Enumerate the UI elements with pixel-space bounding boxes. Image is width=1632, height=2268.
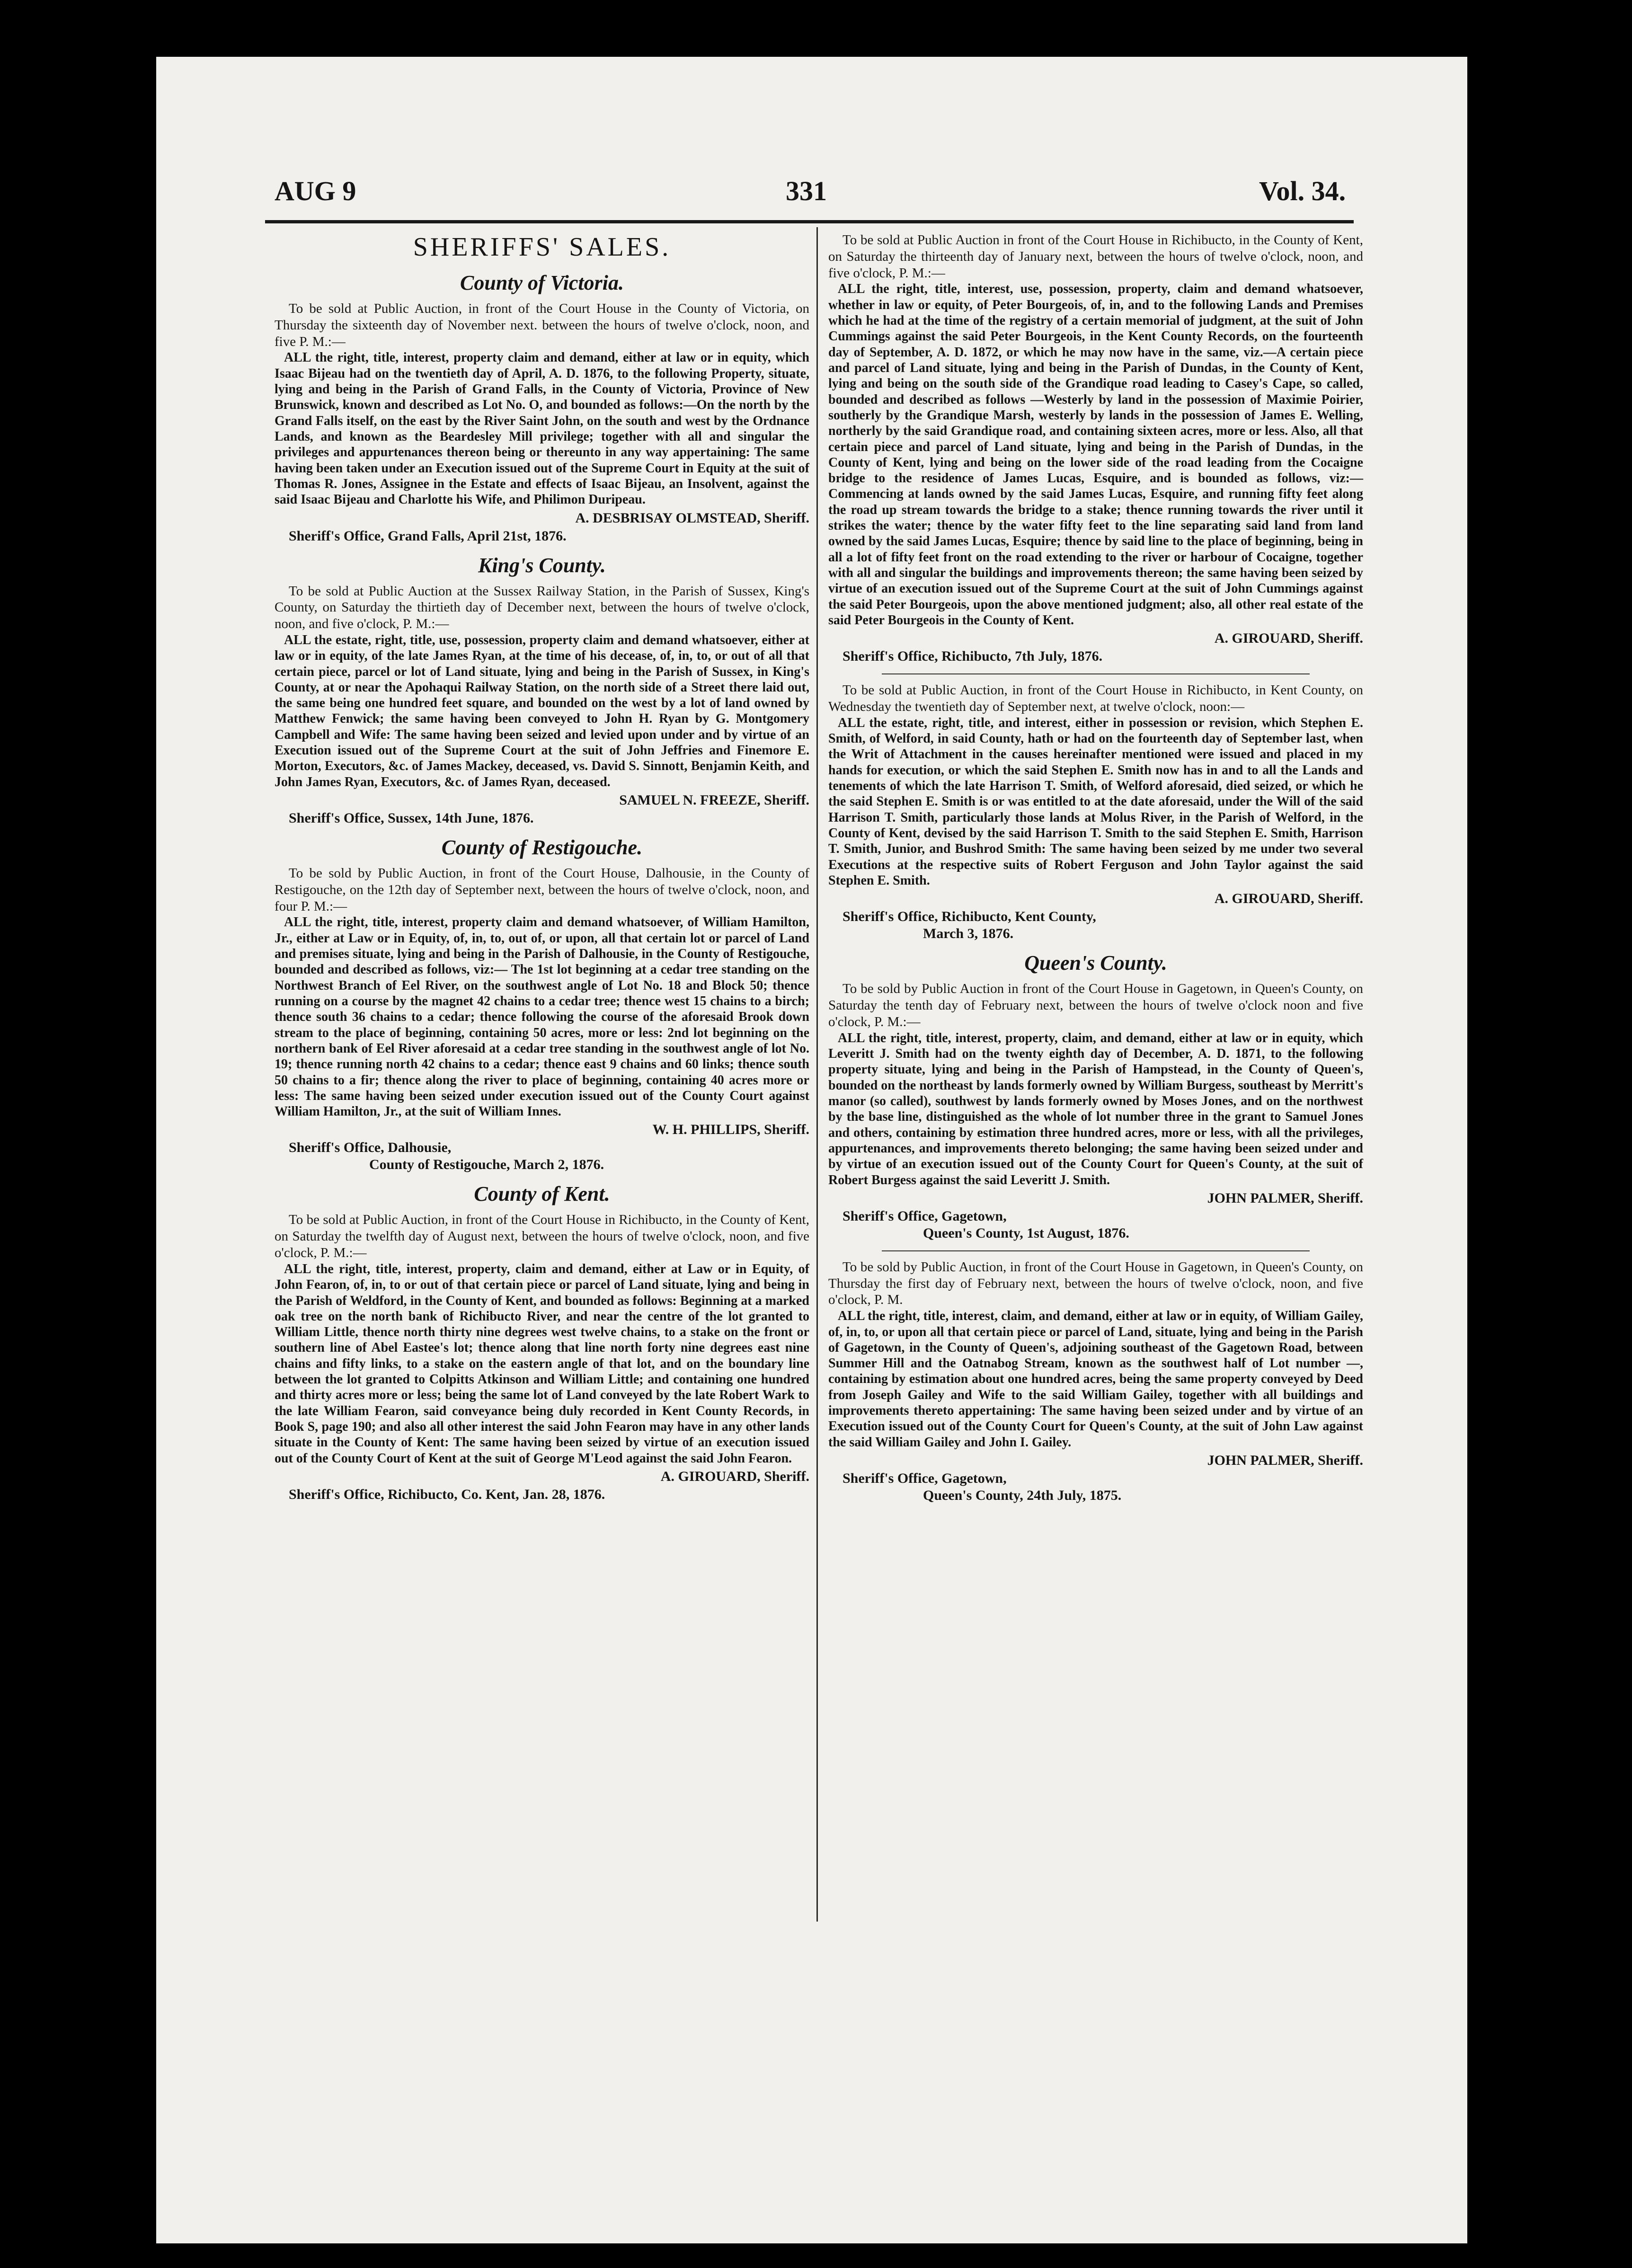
notice-intro: To be sold by Public Auction in front of the Court House in Gagetown, in Queen's County, on Saturday the tenth day of February next, between the hours of twelve o'clock noon and five o'clock, P. M.:— bbox=[828, 981, 1363, 1029]
main-title: SHERIFFS' SALES. bbox=[413, 232, 671, 262]
office-line-continued: Queen's County, 1st August, 1876. bbox=[923, 1225, 1129, 1241]
notice-body: ALL the estate, right, title, use, possession, property claim and demand whatsoever, either at law or in equity, of the late James Ryan, at the time of his decease, of, in, to, or out of all that certain piece, parcel or lot of Land situate, lying and being in the Parish of Sussex, in King's County, at or near the Apohaqui Railway Station, on the north side of a Street there laid out, the same being one hundred feet square, and bounded on the west by a lot of land owned by Matthew Fenwick; the same having been conveyed to John H. Ryan by G. Montgomery Campbell and Wife: The same having been seized and levied upon under and by virtue of an Execution issued out of the Supreme Court at the suit of John Jeffries and Finemore E. Morton, Executors, &c. of James Mackey, deceased, vs. David S. Sinnott, Benjamin Keith, and John James Ryan, Executors, &c. of James Ryan, deceased. bbox=[275, 632, 809, 789]
sheriff-signature: JOHN PALMER, Sheriff. bbox=[1207, 1190, 1363, 1206]
section-heading: County of Victoria. bbox=[460, 271, 624, 294]
sheriff-signature: SAMUEL N. FREEZE, Sheriff. bbox=[619, 792, 809, 808]
office-line: Sheriff's Office, Sussex, 14th June, 1876. bbox=[289, 810, 534, 826]
office-line: Sheriff's Office, Gagetown, bbox=[843, 1471, 1007, 1487]
notice-divider bbox=[882, 673, 1310, 674]
sale-notice bbox=[828, 951, 1363, 1242]
office-line-continued: County of Restigouche, March 2, 1876. bbox=[369, 1157, 604, 1173]
notice-intro: To be sold at Public Auction at the Sussex Railway Station, in the Parish of Sussex, King's County, on Saturday the thirtieth day of December next, between the hours of twelve o'clock, noon, and five o'clock, P. M.:— bbox=[275, 583, 809, 632]
notice-body: ALL the right, title, interest, property, claim and demand, either at Law or in Equity, of John Fearon, of, in, to or out of that certain piece or parcel of Land situate, lying and being in the Parish of Weldford, in the County of Kent, and bounded as follows: Beginning at a marked oak tree on the north bank of Richibucto River, and near the centre of the lot granted to William Little, thence north thirty nine degrees west twelve chains, to a stake on the front or southern line of Abel Eastee's lot; thence along that line north forty nine degrees east nine chains and fifty links, to a stake on the eastern angle of that lot, and on the boundary line between the lot granted to Colpitts Atkinson and William Little; and containing one hundred and thirty acres more or less; being the same lot of Land conveyed by the late Robert Wark to the late William Fearon, said conveyance being duly recorded in Kent County Records, in Book S, page 190; and also all other interest the said John Fearon may have in any other lands situate in the County of Kent: The same having been seized by virtue of an execution issued out of the County Court of Kent at the suit of George M'Leod against the said John Fearon. bbox=[275, 1261, 809, 1466]
section-heading: King's County. bbox=[478, 553, 606, 577]
volume-number: Vol. 34. bbox=[1259, 176, 1346, 206]
notice-body: ALL the estate, right, title, and interest, either in possession or revision, which Stephen E. Smith, of Welford, in said County, hath or had on the fourteenth day of September last, when the Writ of Attachment in the causes hereinafter mentioned were issued and placed in my hands for execution, or which the said Stephen E. Smith now has in and to all the Lands and tenements of which the late Harrison T. Smith, of Welford aforesaid, died seized, or which he the said Stephen E. Smith is or was entitled to at the date aforesaid, under the Will of the said Harrison T. Smith, particularly those lands at Molus River, in the Parish of Welford, in the County of Kent, devised by the said Harrison T. Smith to the said Stephen E. Smith, Harrison T. Smith, Junior, and Bushrod Smith: The same having been seized by me under two several Executions at the respective suits of Robert Ferguson and John Taylor against the said Stephen E. Smith. bbox=[828, 715, 1363, 888]
sheriff-signature: W. H. PHILLIPS, Sheriff. bbox=[652, 1122, 809, 1138]
sale-notice bbox=[275, 835, 809, 1173]
notice-intro: To be sold at Public Auction, in front of the Court House in Richibucto, in the County of Kent, on Saturday the twelfth day of August next, between the hours of twelve o'clock, noon, and five o'clock, P. M.:— bbox=[275, 1212, 809, 1261]
sale-notice bbox=[275, 1182, 809, 1503]
issue-date: AUG 9 bbox=[275, 176, 356, 206]
right-column bbox=[828, 232, 1363, 1511]
column-rule bbox=[816, 227, 818, 1922]
newspaper-page bbox=[156, 57, 1467, 2243]
sheriff-signature: A. DESBRISAY OLMSTEAD, Sheriff. bbox=[575, 510, 809, 526]
office-line: Sheriff's Office, Grand Falls, April 21st, 1876. bbox=[289, 528, 567, 544]
notice-body: ALL the right, title, interest, property, claim, and demand, either at law or in equity, which Leveritt J. Smith had on the twenty eighth day of December, A. D. 1871, to the following property situate, lying and being in the Parish of Hampstead, in the County of Queen's, bounded on the northeast by lands formerly owned by William Burgess, southeast by Merritt's manor (so called), southwest by lands formerly owned by Moses Jones, and on the northwest by the base line, distinguished as the whole of lot number three in the grant to Samuel Jones and others, containing by estimation three hundred acres, more or less, with all the privileges, appurtenances, and improvements thereto belonging; the same having been seized under and by virtue of an execution issued out of the County Court for Queen's County, at the suit of Robert Burgess against the said Leveritt J. Smith. bbox=[828, 1030, 1363, 1187]
sale-notice bbox=[828, 1250, 1363, 1504]
sheriff-signature: A. GIROUARD, Sheriff. bbox=[1214, 891, 1363, 907]
office-line: Sheriff's Office, Richibucto, 7th July, 1876. bbox=[843, 648, 1103, 664]
sale-notice bbox=[828, 673, 1363, 942]
page-header bbox=[275, 175, 1538, 227]
notice-intro: To be sold at Public Auction, in front of the Court House in Richibucto, in Kent County, on Wednesday the twentieth day of September next, at twelve o'clock, noon:— bbox=[828, 682, 1363, 715]
notice-intro: To be sold at Public Auction, in front of the Court House in the County of Victoria, on Thursday the sixteenth day of November next. between the hours of twelve o'clock, noon, and five P. M.:— bbox=[275, 301, 809, 349]
office-line: Sheriff's Office, Gagetown, bbox=[843, 1208, 1007, 1224]
notice-intro: To be sold by Public Auction, in front of the Court House, Dalhousie, in the County of Restigouche, on the 12th day of September next, between the hours of twelve o'clock, noon, and four P. M.:— bbox=[275, 866, 809, 914]
sheriff-signature: JOHN PALMER, Sheriff. bbox=[1207, 1453, 1363, 1469]
office-line: Sheriff's Office, Richibucto, Co. Kent, Jan. 28, 1876. bbox=[289, 1486, 605, 1502]
notice-intro: To be sold at Public Auction in front of the Court House in Richibucto, in the County of Kent, on Saturday the thirteenth day of January next, between the hours of twelve o'clock, noon, and five o'clock, P. M.:— bbox=[828, 232, 1363, 281]
notice-body: ALL the right, title, interest, property claim and demand, either at law or in equity, which Isaac Bijeau had on the twentieth day of April, A. D. 1876, to the following Property, situate, lying and being in the Parish of Grand Falls, in the County of Victoria, Province of New Brunswick, known and described as Lot No. O, and bounded as follows:—On the north by the Grand Falls itself, on the east by the River Saint John, on the south and west by the Ordnance Lands, and known as the Beardesley Mill privilege; together with all and singular the privileges and appurtenances thereon being or thereunto in any way appertaining: The same having been taken under an Execution issued out of the Supreme Court in Equity at the suit of Thomas R. Jones, Assignee in the Estate and effects of Isaac Bijeau, an Insolvent, against the said Isaac Bijeau and Charlotte his Wife, and Philimon Duripeau. bbox=[275, 350, 809, 507]
notice-body: ALL the right, title, interest, claim, and demand, either at law or in equity, of William Gailey, of, in, to, or upon all that certain piece or parcel of Land, situate, lying and being in the Parish of Gagetown, in the County of Queen's, adjoining southeast of the Gagetown Road, between Summer Hill and the Oatnabog Stream, known as the southwest half of Lot number —, containing by estimation about one hundred acres, being the same property conveyed by Deed from Joseph Gailey and Wife to the said William Gailey, together with all buildings and improvements thereto appertaining: The same having been seized under and by virtue of an Execution issued out of the County Court for Queen's County, at the suit of John Law against the said William Gailey and John I. Gailey. bbox=[828, 1309, 1363, 1450]
office-line: Sheriff's Office, Richibucto, Kent County, bbox=[843, 909, 1096, 925]
sheriff-signature: A. GIROUARD, Sheriff. bbox=[660, 1468, 809, 1484]
notice-divider bbox=[882, 1250, 1310, 1251]
office-line-continued: March 3, 1876. bbox=[923, 926, 1014, 942]
office-line-continued: Queen's County, 24th July, 1875. bbox=[923, 1488, 1122, 1504]
section-heading: County of Kent. bbox=[474, 1182, 610, 1206]
sale-notice bbox=[275, 553, 809, 827]
sale-notice bbox=[828, 232, 1363, 665]
header-rule bbox=[265, 220, 1354, 223]
sheriff-signature: A. GIROUARD, Sheriff. bbox=[1214, 630, 1363, 647]
office-line: Sheriff's Office, Dalhousie, bbox=[289, 1140, 452, 1156]
section-heading: County of Restigouche. bbox=[441, 836, 643, 859]
notice-body: ALL the right, title, interest, use, possession, property, claim and demand whatsoever, whether in law or equity, of Peter Bourgeois, of, in, and to the following Lands and Premises which he had at the time of the registry of a certain memorial of judgment, at the suit of John Cummings against the said Peter Bourgeois, in the Kent County Records, on the fourteenth day of September, A. D. 1872, or which he may now have in the same, viz.—A certain piece and parcel of Land situate, lying and being in the Parish of Dundas, in the County of Kent, lying and being on the south side of the Grandique road leading to Casey's Cape, so called, bounded and described as follows —Westerly by land in the possession of Maximie Poirier, southerly by the Grandique Marsh, westerly by lands in the possession of James E. Welling, northerly by the said Grandique road, and containing sixteen acres, more or less. Also, all that certain piece and parcel of Land situate, lying and being in the Parish of Dundas, in the County of Kent, lying and being on the lower side of the road leading from the Cocaigne bridge to the residence of James Lucas, Esquire, and is bounded as follows, viz:—Commencing at lands owned by the said James Lucas, Esquire, and running fifty feet along the road up stream towards the bridge to a stake; thence running towards the river until it strikes the water; thence by the water fifty feet to the line separating said land from land owned by the said James Lucas, Esquire; thence by said line to the place of beginning, being in all a lot of fifty feet front on the road extending to the river or harbour of Cocaigne, together with all and singular the buildings and improvements thereon; the same having been seized by virtue of an execution issued out of the Supreme Court at the suit of John Cummings against the said Peter Bourgeois, upon the above mentioned judgment; also, all other real estate of the said Peter Bourgeois in the County of Kent. bbox=[828, 282, 1363, 628]
notice-body: ALL the right, title, interest, property claim and demand whatsoever, of William Hamilton, Jr., either at Law or in Equity, of, in, to, out of, or upon, all that certain lot or parcel of Land and premises situate, lying and being in the Parish of Dalhousie, in the County of Restigouche, bounded and described as follows, viz:— The 1st lot beginning at a cedar tree standing on the Northwest Branch of Eel River, on the southwest angle of Lot No. 18 and Block 50; thence running on a course by the magnet 42 chains to a cedar tree; thence west 15 chains to a birch; thence south 36 chains to a cedar; thence following the course of the aforesaid Brook down stream to the place of beginning, containing 50 acres, more or less: 2nd lot beginning on the northern bank of Eel River aforesaid at a cedar tree standing in the southwest angle of lot No. 19; thence running north 42 chains to a cedar; thence east 9 chains and 60 links; thence south 50 chains to a fir; thence along the river to place of beginning, containing 40 acres more or less: The same having been seized under execution issued out of the County Court against William Hamilton, Jr., at the suit of William Innes. bbox=[275, 915, 809, 1119]
page-number: 331 bbox=[786, 176, 827, 206]
sale-notice bbox=[275, 271, 809, 545]
section-heading: Queen's County. bbox=[1024, 951, 1167, 975]
left-column bbox=[275, 232, 809, 1510]
notice-intro: To be sold by Public Auction, in front of the Court House in Gagetown, in Queen's County, on Thursday the first day of February next, between the hours of twelve o'clock, noon, and five o'clock, P. M. bbox=[828, 1259, 1363, 1308]
